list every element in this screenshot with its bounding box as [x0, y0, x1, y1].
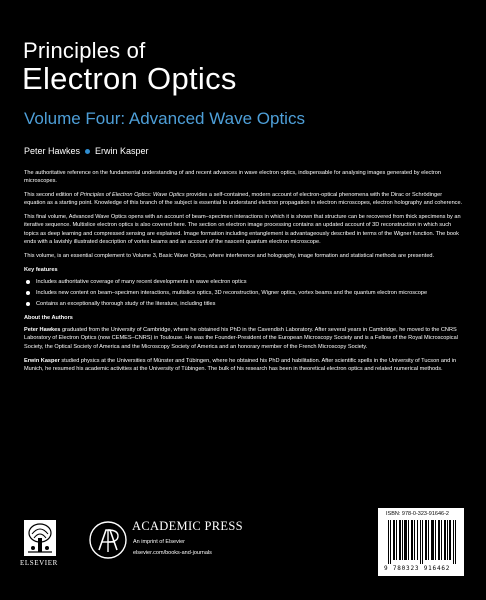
- elsevier-tree-logo-icon: [24, 520, 56, 556]
- barcode-bars-icon: [386, 520, 458, 564]
- blurb-paragraph: [24, 191, 464, 207]
- bullet-icon: [26, 302, 30, 306]
- bullet-icon: [26, 280, 30, 284]
- title-line-2: Electron Optics: [22, 61, 237, 96]
- bio-text: graduated from the University of Cambridge, where he obtained his PhD in the Cavendish Laboratory. After several years in Cambridge, he moved to the CNRS Laboratory of Electron Optics (now CEMES–CNRS) in Toulouse. He was the Founder-President of the European Microscopy Society and is a Fellow of the Royal Microscopical Society, the Optical Society of America and the Microscopy Society of America and an honorary member of the French Microscopy Society.: [24, 327, 458, 350]
- author-bio: [24, 326, 464, 350]
- blurb-text: provides a self-contained, modern account of electron-optical phenomena with the Dirac or Schrödinger equation as a starting point. Knowledge of this branch of the subject is essential to understand electron propagation in electron microscopes, electron holography and coherence.: [24, 192, 463, 207]
- list-item: [24, 289, 464, 297]
- blurb-text: This second edition of: [24, 192, 80, 199]
- publisher-url: elsevier.com/books-and-journals: [133, 550, 212, 556]
- blurb: [24, 169, 464, 379]
- blurb-paragraph: This final volume, Advanced Wave Optics opens with an account of beam–specimen interactions in which it is shown that structure can be recovered from thick specimens by an iterative sequence. Multislice electron optics is also covered here. The section on electron image processing contains an updated account of 3D reconstruction in which such topics as deep learning and compressed sensing are explained. Image formation including entanglement is advantageously described in terms of the Wigner function. The book ends with a lavishly illustrated description of vortex beams and an account of the nascent quantum electron microscope.: [24, 214, 461, 245]
- feature-text: Includes new content on beam–specimen interactions, multislice optics, 3D reconstruction, Wigner optics, vortex beams and the quantum electron microscope: [36, 290, 428, 297]
- bio-name: Erwin Kasper: [24, 357, 60, 364]
- key-features-heading: Key features: [24, 266, 58, 273]
- isbn-barcode: [378, 508, 464, 576]
- title-line-1: Principles of: [23, 38, 146, 63]
- blurb-paragraph: The authoritative reference on the fundamental understanding of and recent advances in wave electron optics, indispensable for analysing images generated by electron microscopes.: [24, 170, 441, 185]
- bio-text: studied physics at the Universities of Münster and Tübingen, where he obtained his PhD and habilitation. After scientific spells in the University of Tucson and in Munich, he resumed his academic activities at the University of Tübingen. The bulk of his research has been in theoretical electron optics and related numerical methods.: [24, 357, 457, 372]
- author-bio: [24, 357, 464, 373]
- list-item: [24, 278, 464, 286]
- volume-subtitle: Volume Four: Advanced Wave Optics: [24, 109, 305, 128]
- book-title-italic: Principles of Electron Optics: Wave Optics: [79, 192, 185, 199]
- author-name: Peter Hawkes: [24, 146, 81, 156]
- bio-name: Peter Hawkes: [24, 327, 61, 334]
- about-authors-heading: About the Authors: [24, 315, 73, 322]
- key-features-list: [24, 278, 464, 308]
- feature-text: Contains an exceptionally thorough study of the literature, including titles: [36, 301, 216, 308]
- isbn-text: ISBN: 978-0-323-91646-2: [386, 511, 449, 517]
- list-item: [24, 300, 464, 308]
- elsevier-wordmark: ELSEVIER: [20, 559, 58, 567]
- authors-line: [24, 146, 149, 156]
- feature-text: Includes authoritative coverage of many recent developments in wave electron optics: [36, 278, 247, 285]
- blurb-paragraph: This volume, is an essential complement to Volume 3, Basic Wave Optics, where interference and holography, image formation and statistical methods are presented.: [24, 252, 435, 259]
- publisher-name: ACADEMIC PRESS: [132, 519, 243, 533]
- bullet-icon: [26, 291, 30, 295]
- barcode-digits: 9 780323 916462: [384, 565, 451, 572]
- imprint-line: An imprint of Elsevier: [133, 539, 185, 545]
- author-name: Erwin Kasper: [95, 146, 149, 156]
- separator-dot-icon: [85, 149, 90, 154]
- academic-press-logo-icon: [88, 520, 128, 560]
